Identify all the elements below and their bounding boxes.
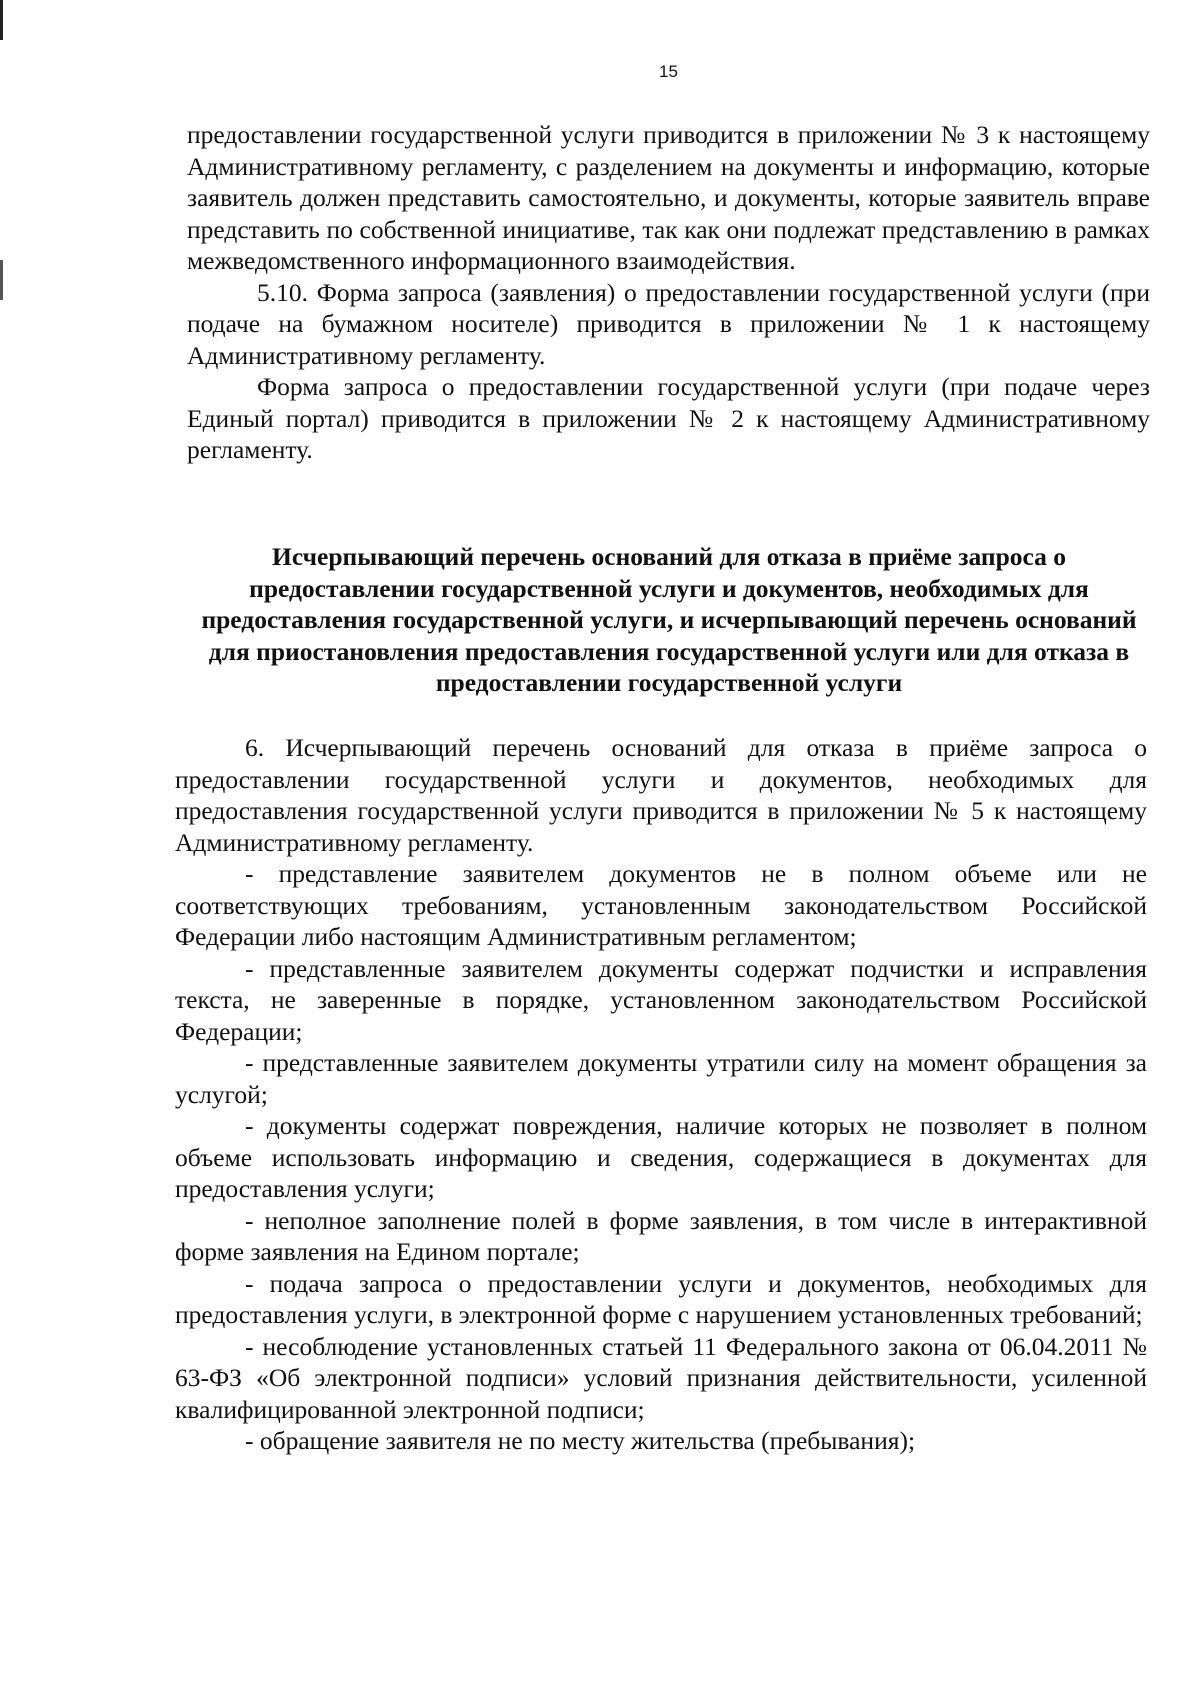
list-item: - представление заявителем документов не в полном объеме или не соответствующих требованиям, установленным законодательством Российской Федерации либо настоящим Административным регламентом; [175,859,1147,951]
section-heading: Исчерпывающий перечень оснований для отказа в приёме запроса о предоставлении государственной услуги и документов, необходимых для предоставления государственной услуги, и исчерпывающий перечень оснований для приостановления предоставления государственной услуги или для отказа в предоставлении государственной услуги [201,542,1137,697]
page-number: 15 [659,62,678,81]
grounds-block [175,732,1147,1457]
scan-edge [0,0,3,1696]
paragraph-6: 6. Исчерпывающий перечень оснований для отказа в приёме запроса о предоставлении государственной услуги и документов, необходимых для предоставления государственной услуги приводится в приложении № 5 к настоящему Административному регламенту. [175,733,1147,857]
paragraph-portal-form: Форма запроса о предоставлении государственной услуги (при подаче через Единый портал) приводится в приложении № 2 к настоящему Административному регламенту. [187,372,1150,464]
list-item: - подача запроса о предоставлении услуги и документов, необходимых для предоставления услуги, в электронной форме с нарушением установленных требований; [175,1268,1147,1329]
list-item: - представленные заявителем документы утратили силу на момент обращения за услугой; [175,1048,1147,1109]
intro-block [187,119,1150,466]
list-item: - обращение заявителя не по месту жительства (пребывания); [245,1426,916,1455]
list-item: - документы содержат повреждения, наличие которых не позволяет в полном объеме использовать информацию и сведения, содержащиеся в документах для предоставления услуги; [175,1111,1147,1203]
list-item: - несоблюдение установленных статьей 11 Федерального закона от 06.04.2011 № 63-ФЗ «Об электронной подписи» условий признания действительности, усиленной квалифицированной электронной подписи; [175,1331,1147,1424]
list-item: - неполное заполнение полей в форме заявления, в том числе в интерактивной форме заявления на Едином портале; [175,1205,1147,1266]
paragraph-5-10: 5.10. Форма запроса (заявления) о предоставлении государственной услуги (при подаче на бумажном носителе) приводится в приложении № 1 к настоящему Административному регламенту. [187,277,1150,370]
list-item: - представленные заявителем документы содержат подчистки и исправления текста, не заверенные в порядке, установленном законодательством Российской Федерации; [175,953,1147,1046]
intro-paragraph-continued: предоставлении государственной услуги приводится в приложении № 3 к настоящему Административному регламенту, с разделением на документы и информацию, которые заявитель должен представить самостоятельно, и документы, которые заявитель вправе представить по собственной инициативе, так как они подлежат представлению в рамках межведомственного информационного взаимодействия. [187,120,1150,275]
